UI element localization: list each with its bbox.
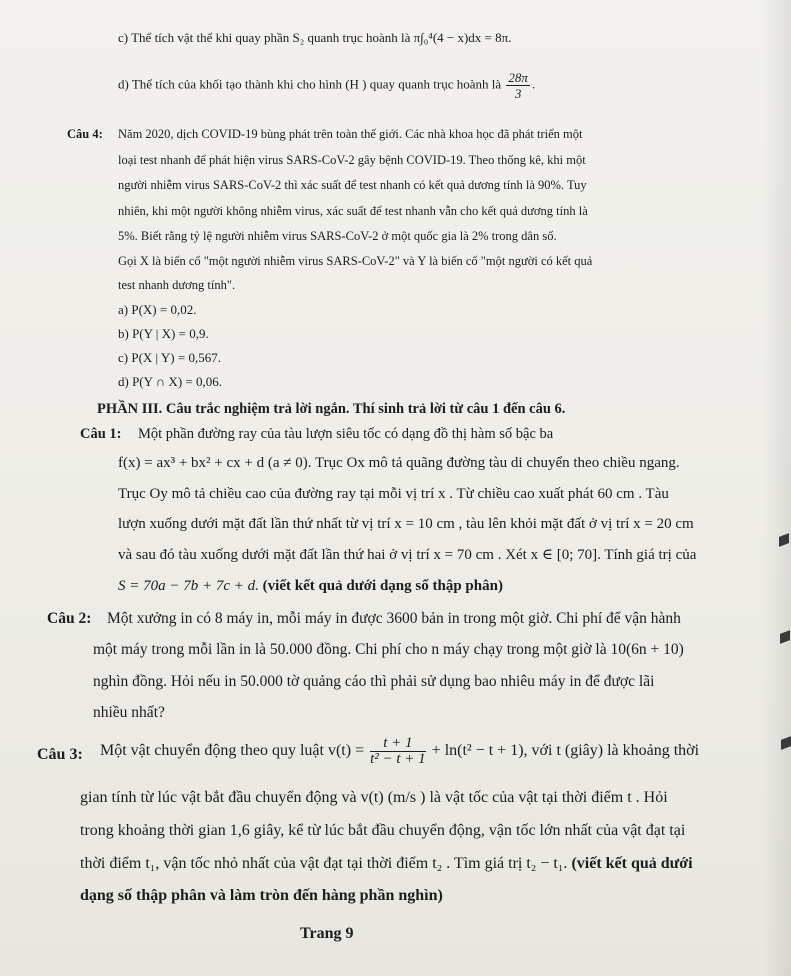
question-1-line-5: và sau đó tàu xuống dưới mặt đất lần thứ hai ở vị trí x = 70 cm . Xét x ∈ [0; 70]. Tính giá trị của (118, 547, 697, 563)
question-3-label: Câu 3: (37, 746, 83, 763)
question-3-line-4: thời điểm t₁, vận tốc nhỏ nhất của vật đạt tại thời điểm t₂ . Tìm giá trị t₂ − t₁. (viết kết quả dưới (80, 855, 693, 872)
option-c: c) P(X | Y) = 0,567. (118, 350, 221, 365)
question-1-line-3: Trục Oy mô tả chiều cao của đường ray tại mỗi vị trí x . Từ chiều cao xuất phát 60 cm . Tàu (118, 486, 669, 502)
page-number: Trang 9 (300, 925, 354, 942)
item-d-previous: d) Thể tích của khối tạo thành khi cho hình (H ) quay quanh trục hoành là $\frac{28\pi}{3}$ . (118, 70, 536, 101)
question-4-line-6: Gọi X là biến cố "một người nhiễm virus SARS-CoV-2" và Y là biến cố "một người có kết quả (118, 254, 593, 268)
option-a: a) P(X) = 0,02. (118, 302, 197, 317)
question-2-line-1: Một xưởng in có 8 máy in, mỗi máy in được 3600 bản in trong một giờ. Chi phí để vận hành (107, 610, 681, 627)
fraction-numerator: 28π (508, 70, 528, 85)
question-3-line-2: gian tính từ lúc vật bắt đầu chuyển động và v(t) (m/s ) là vật tốc của vật tại thời điểm t . Hỏi (80, 789, 668, 806)
question-4-line-1: Năm 2020, dịch COVID-19 bùng phát trên toàn thế giới. Các nhà khoa học đã phát triển một (118, 127, 583, 141)
item-d-text: d) Thể tích của khối tạo thành khi cho hình (H ) quay quanh trục hoành là (118, 76, 502, 92)
question-1-line-2: f(x) = ax³ + bx² + cx + d (a ≠ 0). Trục Ox mô tả quãng đường tàu di chuyển theo chiều ngang. (118, 455, 680, 471)
question-2-label: Câu 2: (47, 610, 92, 627)
question-1-line-1: Một phần đường ray của tàu lượn siêu tốc có dạng đồ thị hàm số bậc ba (138, 426, 554, 442)
question-1-label: Câu 1: (80, 426, 122, 442)
question-1-line-6: S = 70a − 7b + 7c + d. (viết kết quả dưới dạng số thập phân) (118, 578, 503, 594)
question-3-line-1: Một vật chuyển động theo quy luật v(t) = $\frac{t + 1}{\text{t² − t + 1}}$ + ln(t² − t + 1), với t (giây) là khoảng thời (100, 735, 700, 767)
question-4-line-2: loại test nhanh để phát hiện virus SARS-CoV-2 gây bệnh COVID-19. Theo thống kê, khi một (118, 153, 586, 167)
question-2-line-3: nghìn đồng. Hỏi nếu in 50.000 tờ quảng cáo thì phải sử dụng bao nhiêu máy in để được lãi (93, 673, 655, 690)
option-b: b) P(Y | X) = 0,9. (118, 326, 209, 341)
part-3-heading: PHẦN III. Câu trắc nghiệm trả lời ngắn. Thí sinh trả lời từ câu 1 đến câu 6. (97, 401, 566, 417)
question-3-line-3: trong khoảng thời gian 1,6 giây, kể từ lúc bắt đầu chuyển động, vận tốc lớn nhất của vật đạt tại (80, 822, 686, 839)
velocity-fraction: $\frac{t + 1}{\text{t² − t + 1}}$ (370, 735, 426, 767)
question-4-label: Câu 4: (67, 127, 103, 141)
question-4-line-4: nhiên, khi một người không nhiễm virus, xác suất để test nhanh vẫn cho kết quả dương tính là (118, 204, 588, 218)
question-4-line-3: người nhiễm virus SARS-CoV-2 thì xác suất để test nhanh có kết quả dương tính là 90%. Tuy (118, 178, 587, 192)
question-1-line-4: lượn xuống dưới mặt đất lần thứ nhất từ vị trí x = 10 cm , tàu lên khỏi mặt đất ở vị trí x = 20 cm (118, 516, 694, 532)
question-3-line-5: dạng số thập phân và làm tròn đến hàng phần nghìn) (80, 887, 443, 904)
item-c-previous: c) Thể tích vật thể khi quay phần S₂ quanh trục hoành là π∫₀⁴(4 − x)dx = 8π. (118, 30, 512, 45)
question-2-line-2: một máy trong mỗi lần in là 50.000 đồng. Chi phí cho n máy chạy trong một giờ là 10(6n + 10) (93, 641, 684, 658)
volume-fraction (506, 70, 530, 101)
option-d: d) P(Y ∩ X) = 0,06. (118, 374, 222, 389)
fraction-denominator: 3 (514, 86, 522, 101)
question-4-line-5: 5%. Biết rằng tỷ lệ người nhiễm virus SARS-CoV-2 ở một quốc gia là 2% trong dân số. (118, 229, 557, 243)
page-shadow (763, 0, 791, 976)
question-4-line-7: test nhanh dương tính". (118, 278, 236, 292)
question-2-line-4: nhiều nhất? (93, 704, 165, 721)
